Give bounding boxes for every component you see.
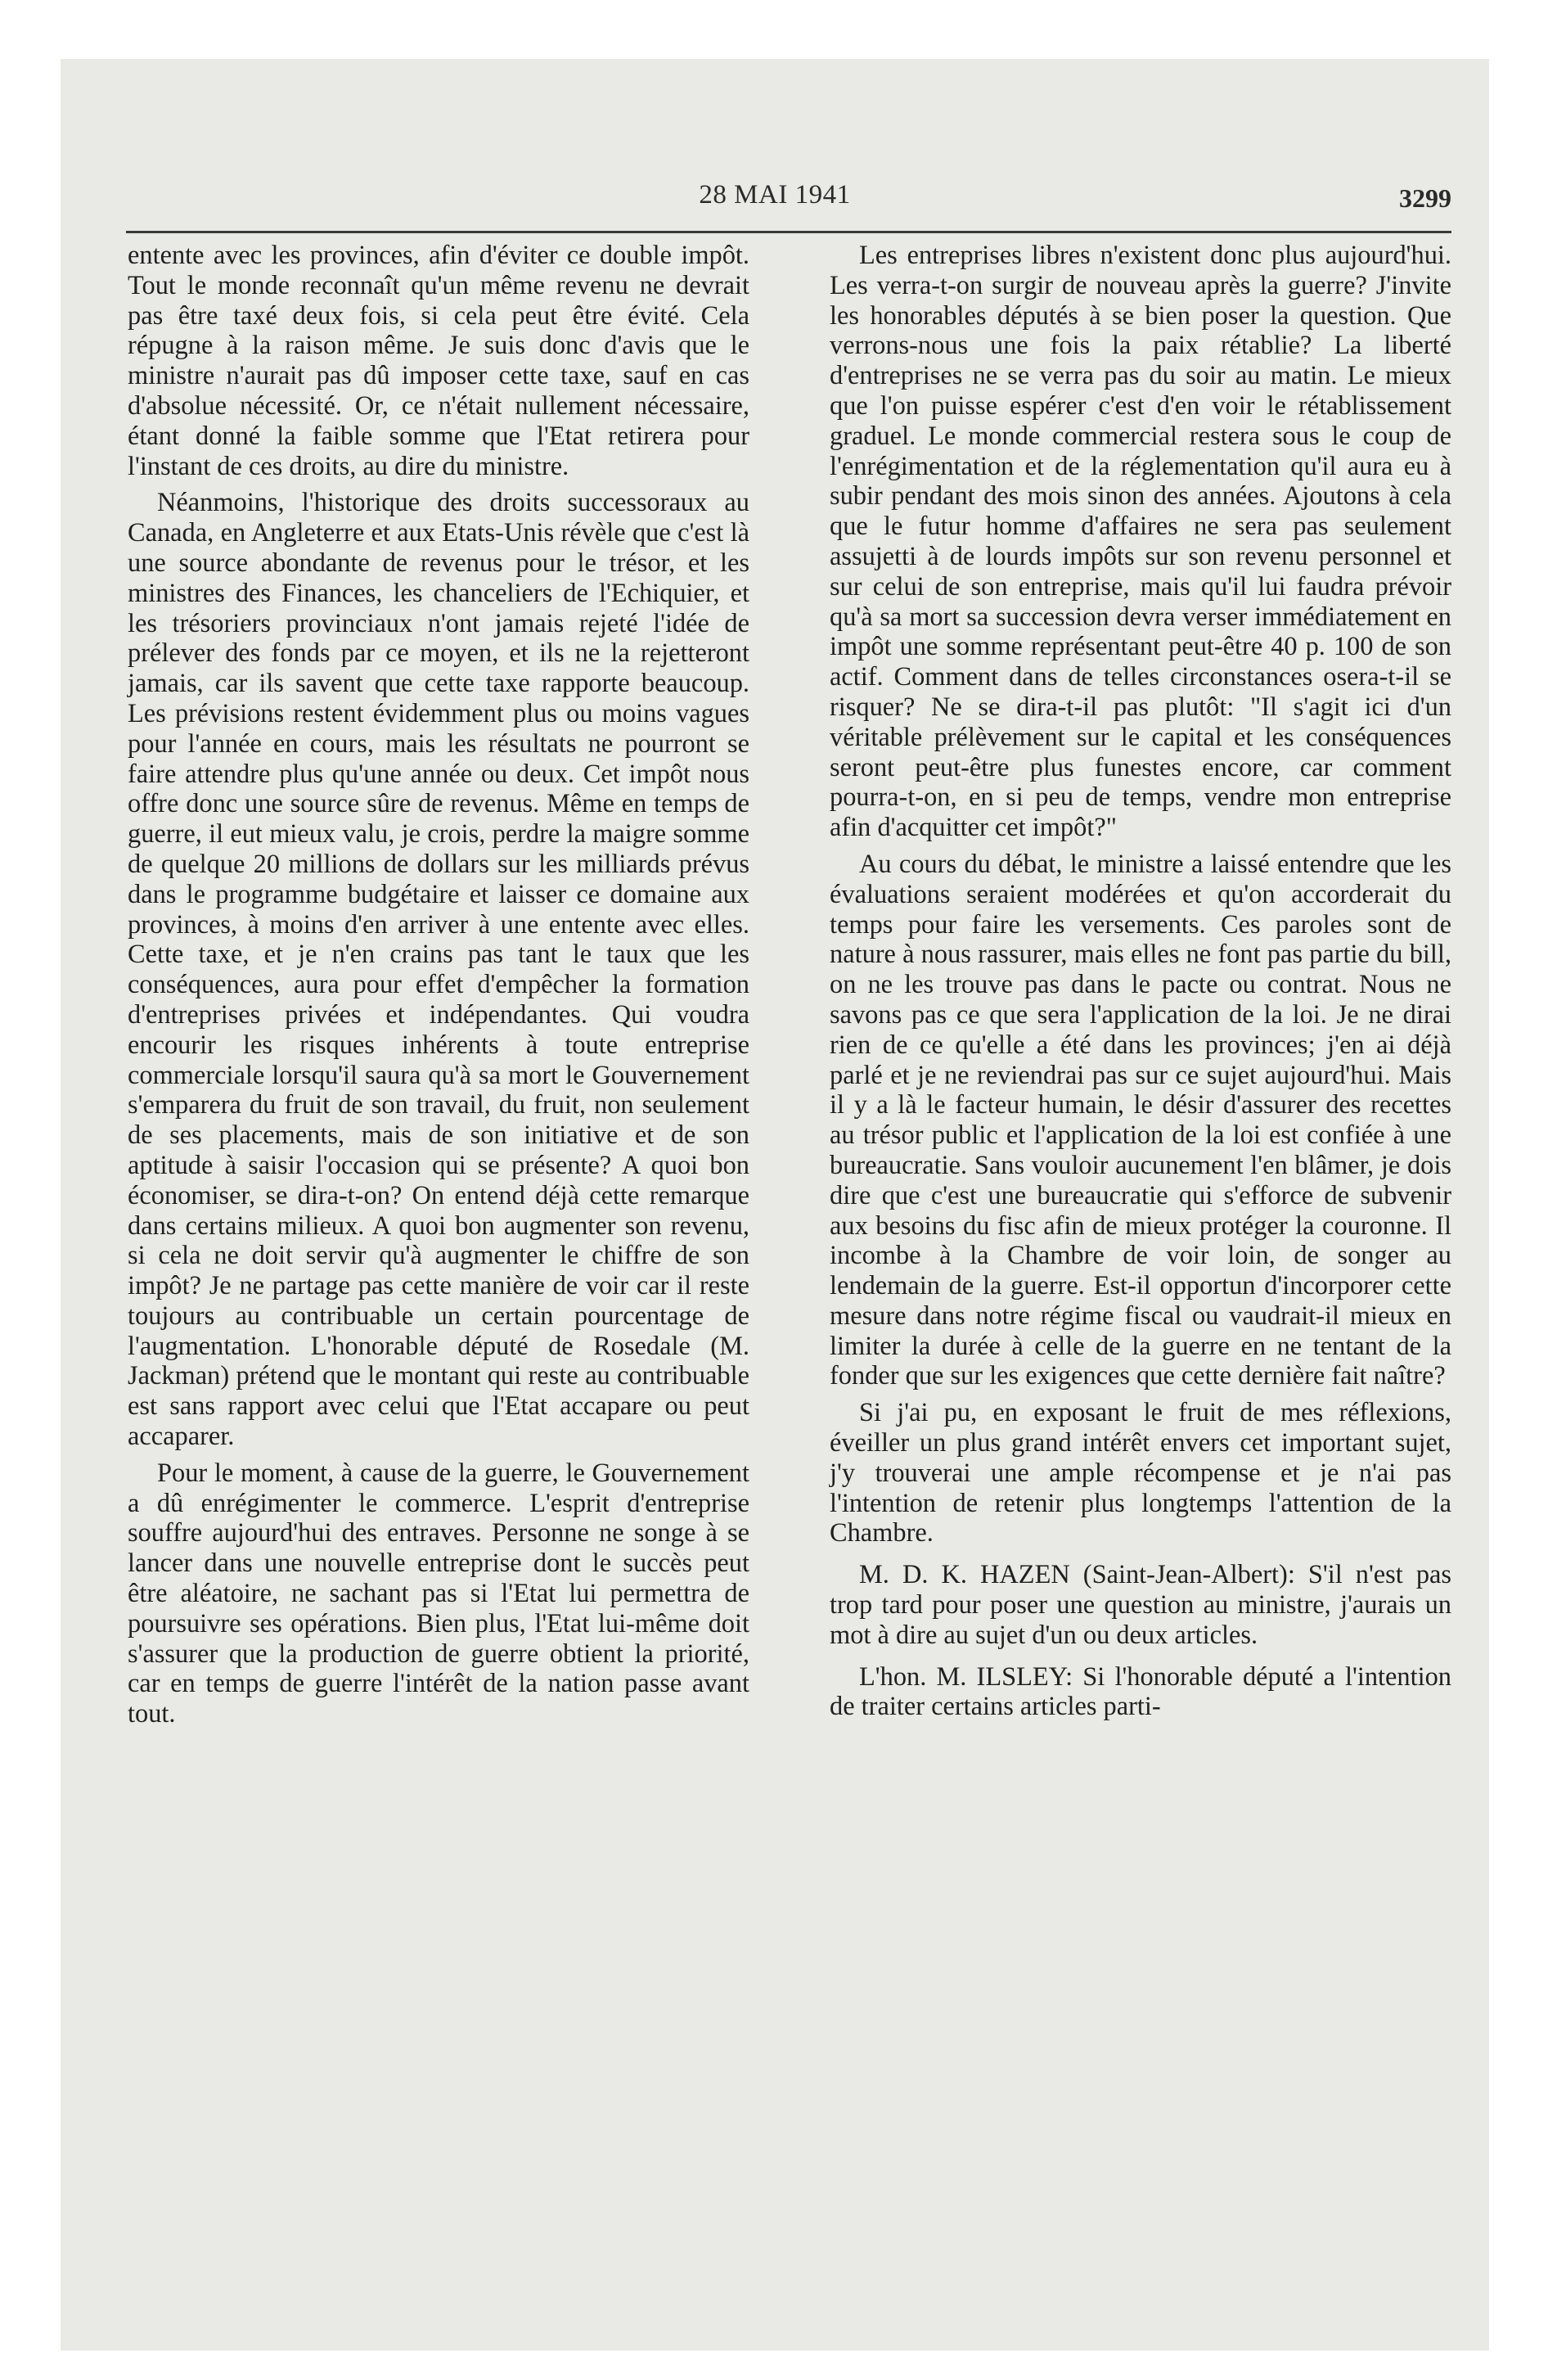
- left-column: [128, 241, 749, 1736]
- page-header: [61, 180, 1489, 221]
- right-paragraph-hazen: M. D. K. HAZEN (Saint-Jean-Albert): S'il n'est pas trop tard pour poser une question au ministre, j'aurais un mot à dire au sujet d'un ou deux articles.: [830, 1560, 1451, 1650]
- right-paragraph-3: Si j'ai pu, en exposant le fruit de mes réflexions, éveiller un plus grand intérêt envers cet important sujet, j'y trouverai une ample récompense et je n'ai pas l'intention de retenir plus longtemps l'attention de la Chambre.: [830, 1398, 1451, 1548]
- right-paragraph-ilsley: L'hon. M. ILSLEY: Si l'honorable député a l'intention de traiter certains articles parti-: [830, 1661, 1451, 1722]
- left-paragraph-1: entente avec les provinces, afin d'éviter ce double impôt. Tout le monde reconnaît qu'un même revenu ne devrait pas être taxé deux fois, si cela peut être évité. Cela répugne à la raison même. Je suis donc d'avis que le ministre n'aurait pas dû imposer cette taxe, sauf en cas d'absolue nécessité. Or, ce n'était nullement nécessaire, étant donné la faible somme que l'Etat retirera pour l'instant de ces droits, au dire du ministre.: [128, 241, 749, 481]
- right-column: [830, 241, 1451, 1729]
- scanned-page: [61, 59, 1489, 2351]
- right-paragraph-1: Les entreprises libres n'existent donc plus aujourd'hui. Les verra-t-on surgir de nouveau après la guerre? J'invite les honorables députés à se bien poser la question. Que verrons-nous une fois la paix rétablie? La liberté d'entreprises ne se verra pas du soir au matin. Le mieux que l'on puisse espérer c'est d'en voir le rétablissement graduel. Le monde commercial restera sous le coup de l'enrégimentation et de la réglementation qu'il aura eu à subir pendant des mois sinon des années. Ajoutons à cela que le futur homme d'affaires ne sera pas seulement assujetti à de lourds impôts sur son revenu personnel et sur celui de son entreprise, mais qu'il lui faudra prévoir qu'à sa mort sa succession devra verser immédiatement en impôt une somme représentant peut-être 40 p. 100 de son actif. Comment dans de telles circonstances osera-t-il se risquer? Ne se dira-t-il pas plutôt: "Il s'agit ici d'un véritable prélèvement sur le capital et les conséquences seront peut-être plus funestes encore, car comment pourra-t-on, en si peu de temps, vendre mon entreprise afin d'acquitter cet impôt?": [830, 241, 1451, 843]
- header-rule: [126, 231, 1451, 233]
- left-paragraph-2: Néanmoins, l'historique des droits successoraux au Canada, en Angleterre et aux Etats-Unis révèle que c'est là une source abondante de revenus pour le trésor, et les ministres des Finances, les chanceliers de l'Echiquier, et les trésoriers provinciaux n'ont jamais rejeté l'idée de prélever des fonds par ce moyen, et ils ne la rejetteront jamais, car ils savent que cette taxe rapporte beaucoup. Les prévisions restent évidemment plus ou moins vagues pour l'année en cours, mais les résultats ne pourront se faire attendre plus qu'une année ou deux. Cet impôt nous offre donc une source sûre de revenus. Même en temps de guerre, il eut mieux valu, je crois, perdre la maigre somme de quelque 20 millions de dollars sur les milliards prévus dans le programme budgétaire et laisser ce domaine aux provinces, à moins d'en arriver à une entente avec elles. Cette taxe, et je n'en crains pas tant le taux que les conséquences, aura pour effet d'empêcher la formation d'entreprises privées et indépendantes. Qui voudra encourir les risques inhérents à toute entreprise commerciale lorsqu'il saura qu'à sa mort le Gouvernement s'emparera du fruit de son travail, du fruit, non seulement de ses placements, mais de son initiative et de son aptitude à saisir l'occasion qui se présente? A quoi bon économiser, se dira-t-on? On entend déjà cette remarque dans certains milieux. A quoi bon augmenter son revenu, si cela ne doit servir qu'à augmenter le chiffre de son impôt? Je ne partage pas cette manière de voir car il reste toujours au contribuable un certain pourcentage de l'augmentation. L'honorable député de Rosedale (M. Jackman) prétend que le montant qui reste au contribuable est sans rapport avec celui que l'Etat accapare ou peut accaparer.: [128, 488, 749, 1452]
- left-paragraph-3: Pour le moment, à cause de la guerre, le Gouvernement a dû enrégimenter le commerce. L'esprit d'entreprise souffre aujourd'hui des entraves. Personne ne songe à se lancer dans une nouvelle entreprise dont le succès peut être aléatoire, ne sachant pas si l'Etat lui permettra de poursuivre ses opérations. Bien plus, l'Etat lui-même doit s'assurer que la production de guerre obtient la priorité, car en temps de guerre l'intérêt de la nation passe avant tout.: [128, 1458, 749, 1729]
- page-number: 3299: [1399, 183, 1451, 213]
- right-paragraph-2: Au cours du débat, le ministre a laissé entendre que les évaluations seraient modérées et qu'on accorderait du temps pour faire les versements. Ces paroles sont de nature à nous rassurer, mais elles ne font pas partie du bill, on ne les trouve pas dans le pacte ou contrat. Nous ne savons pas ce que sera l'application de la loi. Je ne dirai rien de ce qu'elle a été dans les provinces; j'en ai déjà parlé et je ne reviendrai pas sur ce sujet aujourd'hui. Mais il y a là le facteur humain, le désir d'assurer des recettes au trésor public et l'application de la loi est confiée à une bureaucratie. Sans vouloir aucunement l'en blâmer, je dois dire que c'est une bureaucratie qui s'efforce de subvenir aux besoins du fisc afin de mieux protéger la couronne. Il incombe à la Chambre de voir loin, de songer au lendemain de la guerre. Est-il opportun d'incorporer cette mesure dans notre régime fiscal ou vaudrait-il mieux en limiter la durée à celle de la guerre en ne tentant de la fonder que sur les exigences que cette dernière fait naître?: [830, 849, 1451, 1391]
- header-date: 28 MAI 1941: [699, 180, 851, 210]
